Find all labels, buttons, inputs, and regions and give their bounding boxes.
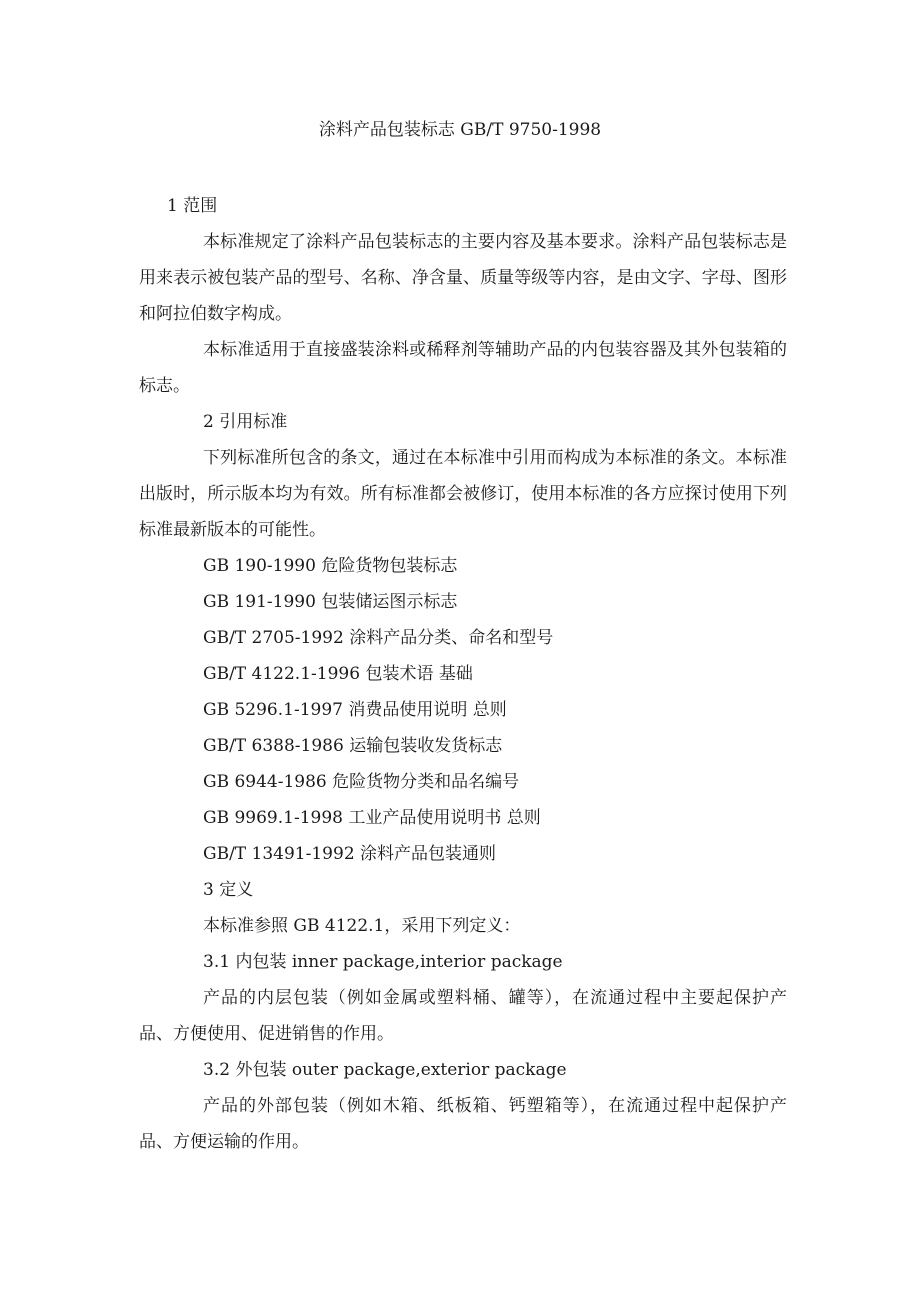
section-3-1-text: 产品的内层包装（例如金属或塑料桶、罐等），在流通过程中主要起保护产品、方便使用、促进销售的作用。 — [139, 988, 787, 1044]
section-2-heading: 2 引用标准 — [203, 412, 288, 432]
section-1-paragraph-2: 本标准适用于直接盛装涂料或稀释剂等辅助产品的内包装容器及其外包装箱的标志。 — [139, 340, 787, 396]
document-body — [139, 188, 787, 1160]
reference-item: GB/T 2705-1992 涂料产品分类、命名和型号 — [203, 628, 554, 648]
document-title: 涂料产品包装标志 GB/T 9750-1998 — [318, 120, 602, 140]
section-1-heading: 1 范围 — [167, 196, 218, 216]
section-3-1-heading: 3.1 内包装 inner package,interior package — [203, 952, 563, 972]
reference-item: GB/T 6388-1986 运输包装收发货标志 — [203, 736, 503, 756]
reference-item: GB 9969.1-1998 工业产品使用说明书 总则 — [203, 808, 541, 828]
section-3-2-heading: 3.2 外包装 outer package,exterior package — [203, 1060, 567, 1080]
section-3-heading: 3 定义 — [203, 880, 254, 900]
reference-item: GB 6944-1986 危险货物分类和品名编号 — [203, 772, 520, 792]
section-3-2-text: 产品的外部包装（例如木箱、纸板箱、钙塑箱等），在流通过程中起保护产品、方便运输的作用。 — [139, 1096, 787, 1152]
section-2-paragraph-1: 下列标准所包含的条文，通过在本标准中引用而构成为本标准的条文。本标准出版时，所示版本均为有效。所有标准都会被修订，使用本标准的各方应探讨使用下列标准最新版本的可能性。 — [139, 448, 787, 540]
reference-item: GB/T 4122.1-1996 包装术语 基础 — [203, 664, 473, 684]
section-3-intro: 本标准参照 GB 4122.1，采用下列定义： — [203, 916, 521, 936]
reference-item: GB 190-1990 危险货物包装标志 — [203, 556, 458, 576]
reference-item: GB 191-1990 包装储运图示标志 — [203, 592, 458, 612]
section-1-paragraph-1: 本标准规定了涂料产品包装标志的主要内容及基本要求。涂料产品包装标志是用来表示被包装产品的型号、名称、净含量、质量等级等内容，是由文字、字母、图形和阿拉伯数字构成。 — [139, 232, 787, 324]
reference-item: GB 5296.1-1997 消费品使用说明 总则 — [203, 700, 507, 720]
reference-item: GB/T 13491-1992 涂料产品包装通则 — [203, 844, 497, 864]
